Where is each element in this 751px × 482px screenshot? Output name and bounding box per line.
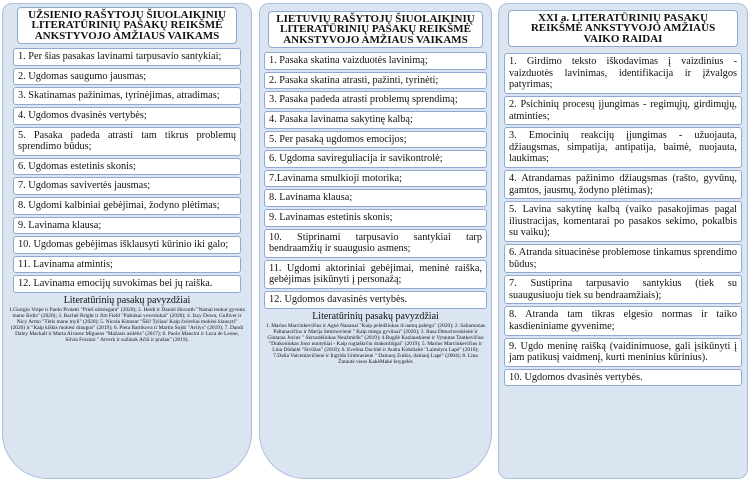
list-item: 9. Lavinamas estetinis skonis; (264, 209, 487, 227)
list-item: 6. Ugdomas estetinis skonis; (13, 158, 241, 176)
list-item: 7. Ugdomas savivertės jausmas; (13, 177, 241, 195)
list-item: 3. Pasaka padeda atrasti problemų sprendimą; (264, 91, 487, 109)
lithuanian-authors-panel (259, 3, 492, 479)
xxi-century-panel (498, 3, 748, 479)
list-item: 1. Per šias pasakas lavinami tarpusavio santykiai; (13, 48, 241, 66)
list-item: 6. Atranda situacinėse problemose tinkamus sprendimo būdus; (504, 244, 742, 273)
list-item: 1. Girdimo teksto iškodavimas į vaizdinius - vaizduotės lavinimas, identifikacija ir įžvalgos patyrimas; (504, 53, 742, 94)
list-item: 2. Pasaka skatina atrasti, pažinti, tyrinėti; (264, 72, 487, 90)
list-item: 8. Lavinama klausa; (264, 189, 487, 207)
benefits-list (260, 52, 491, 308)
list-item: 11. Lavinama atmintis; (13, 256, 241, 274)
list-item: 5. Per pasaką ugdomos emocijos; (264, 131, 487, 149)
list-item: 4. Atrandamas pažinimo džiaugsmas (rašto, gyvūnų, gamtos, jausmų, žodyno plėtimas); (504, 170, 742, 199)
list-item: 10. Ugdomas gebėjimas išklausyti kūrinio iki galo; (13, 236, 241, 254)
benefits-list (3, 48, 251, 293)
examples-heading: Literatūrinių pasakų pavyzdžiai (312, 310, 439, 322)
list-item: 9. Ugdo meninę raišką (vaidinimuose, gali įsikūnyti į jam patikusį vaidmenį, kurti meninius kūrinius). (504, 338, 742, 367)
list-item: 9. Lavinama klausa; (13, 217, 241, 235)
list-item: 2. Psichinių procesų įjungimas - regimųjų, girdimųjų, atminties; (504, 96, 742, 125)
examples-text: 1.Giorgio Volpe ir Paolo Proietti "Prieš užmiegant" (2020); 2. Heidi ir Daniel Hovarth "Namai tenkur gyvena mano širdis" (2020); 3. Rachel Bright ir Jim Field "Paštukai voveriukai" (2020); 4. Izzy Down, Gulliver ir Nicy Armo "Tėtis mane myli" (2020); 5. Nicola Kinnear "Ššš! Tyliau! Kaip žvėreliai mokėsi klausyti" (2020) ir "Kaip kiškis mokėsi draugus" (2019); 6. Pieta Bartikova ir Martin Sojdr "Avilys" (2019); 7. Dandi Daley Mackall ir Marta Alvarez Miguens "Mažasis asilėlis" (2017); 8. Paolo Mancini ir Luca de Leone, Silvia Forzani " Atverk ir sužinok Ačiū ir prašau" (2019). (9, 306, 245, 344)
list-item: 2. Ugdomas saugumo jausmas; (13, 68, 241, 86)
list-item: 3. Emocinių reakcijų įjungimas - užuojauta, džiaugsmas, simpatija, antipatija, baimė, nuojauta, laukimas; (504, 127, 742, 168)
list-item: 8. Atranda tam tikras elgesio normas ir taiko kasdieniniame gyvenime; (504, 306, 742, 335)
panel-title: LIETUVIŲ RAŠYTOJŲ ŠIUOLAIKINIŲ LITERATŪRINIŲ PASAKŲ REIKŠMĖ ANKSTYVOJO AMŽIAUS VAIKAMS (268, 11, 483, 48)
panel-title: XXI a. LITERATŪRINIŲ PASAKŲ REIKŠMĖ ANKSTYVOJO AMŽIAUS VAIKO RAIDAI (508, 10, 738, 47)
examples-heading: Literatūrinių pasakų pavyzdžiai (63, 294, 191, 306)
panel-title: UŽSIENIO RAŠYTOJŲ ŠIUOLAIKINIŲ LITERATŪRINIŲ PASAKŲ REIKŠMĖ ANKSTYVOJO AMŽIAUS VAIKAMS (17, 7, 237, 44)
list-item: 12. Ugdomos davasinės vertybės. (264, 291, 487, 309)
list-item: 8. Ugdomi kalbiniai gebėjimai, žodyno plėtimas; (13, 197, 241, 215)
list-item: 11. Ugdomi aktoriniai gebėjimai, meninė raiška, gebėjimas įsikūnyti į personažą; (264, 260, 487, 289)
foreign-authors-panel (2, 3, 252, 479)
list-item: 6. Ugdoma savireguliacija ir savikontrolė; (264, 150, 487, 168)
list-item: 5. Lavina sakytinę kalbą (vaiko pasakojimas pagal iliustracijas, komentarai po pasakos sekimo, pokalbis su vaiku); (504, 201, 742, 242)
examples-text: 1. Marius Marcinkevičius ir Agnė Nananai "Kaip pelėdžiukas iš namų pabėgo" (2020); 2. Saliamonas Paltanavičius ir Marija Smirnovienė " Kaip miega gyvūnai" (2020); 3. Rasa Dmuchovskienė ir Gintaras Jocius " Skruzdėliukas Neužmiršk" (2019); 4.Rugilė Kazlauskienė ir Vytautas Tautkevičius "Drakoniukas Jono nuotykiai - Kaip rugiaškrčiu drakonliūgai" (2019); 5. Marius Marcinkevičius ir Lina Dūdaitė "Sivūžas" (2018); 6. Evelina Daciūtė ir Aušra Kiduliaitė "Laimėyra Lapė" (2016); 7.Dalia Vaiceniavičienė ir Ingrida Umbrasienė " Dainuoj Zuikis, dainuoj Lapė" (2004); 8. Lina Žutautė visos KakėMakė knygelės (265, 322, 486, 366)
list-item: 7. Sustiprina tarpusavio santykius (tiek su suaugusiuoju tiek su bendraamžiais); (504, 275, 742, 304)
list-item: 4. Ugdomos dvasinės vertybės; (13, 107, 241, 125)
list-item: 5. Pasaka padeda atrasti tam tikrus problemų sprendimo būdus; (13, 127, 241, 156)
list-item: 12. Lavinama emocijų suvokimas bei jų raiška. (13, 275, 241, 293)
list-item: 10. Stiprinami tarpusavio santykiai tarp bendraamžių ir suaugusio asmens; (264, 229, 487, 258)
list-item: 7.Lavinama smulkioji motorika; (264, 170, 487, 188)
benefits-list (499, 53, 747, 386)
list-item: 1. Pasaka skatina vaizduotės lavinimą; (264, 52, 487, 70)
list-item: 4. Pasaka lavinama sakytinę kalbą; (264, 111, 487, 129)
list-item: 10. Ugdomos dvasinės vertybės. (504, 369, 742, 387)
list-item: 3. Skatinamas pažinimas, tyrinėjimas, atradimas; (13, 87, 241, 105)
